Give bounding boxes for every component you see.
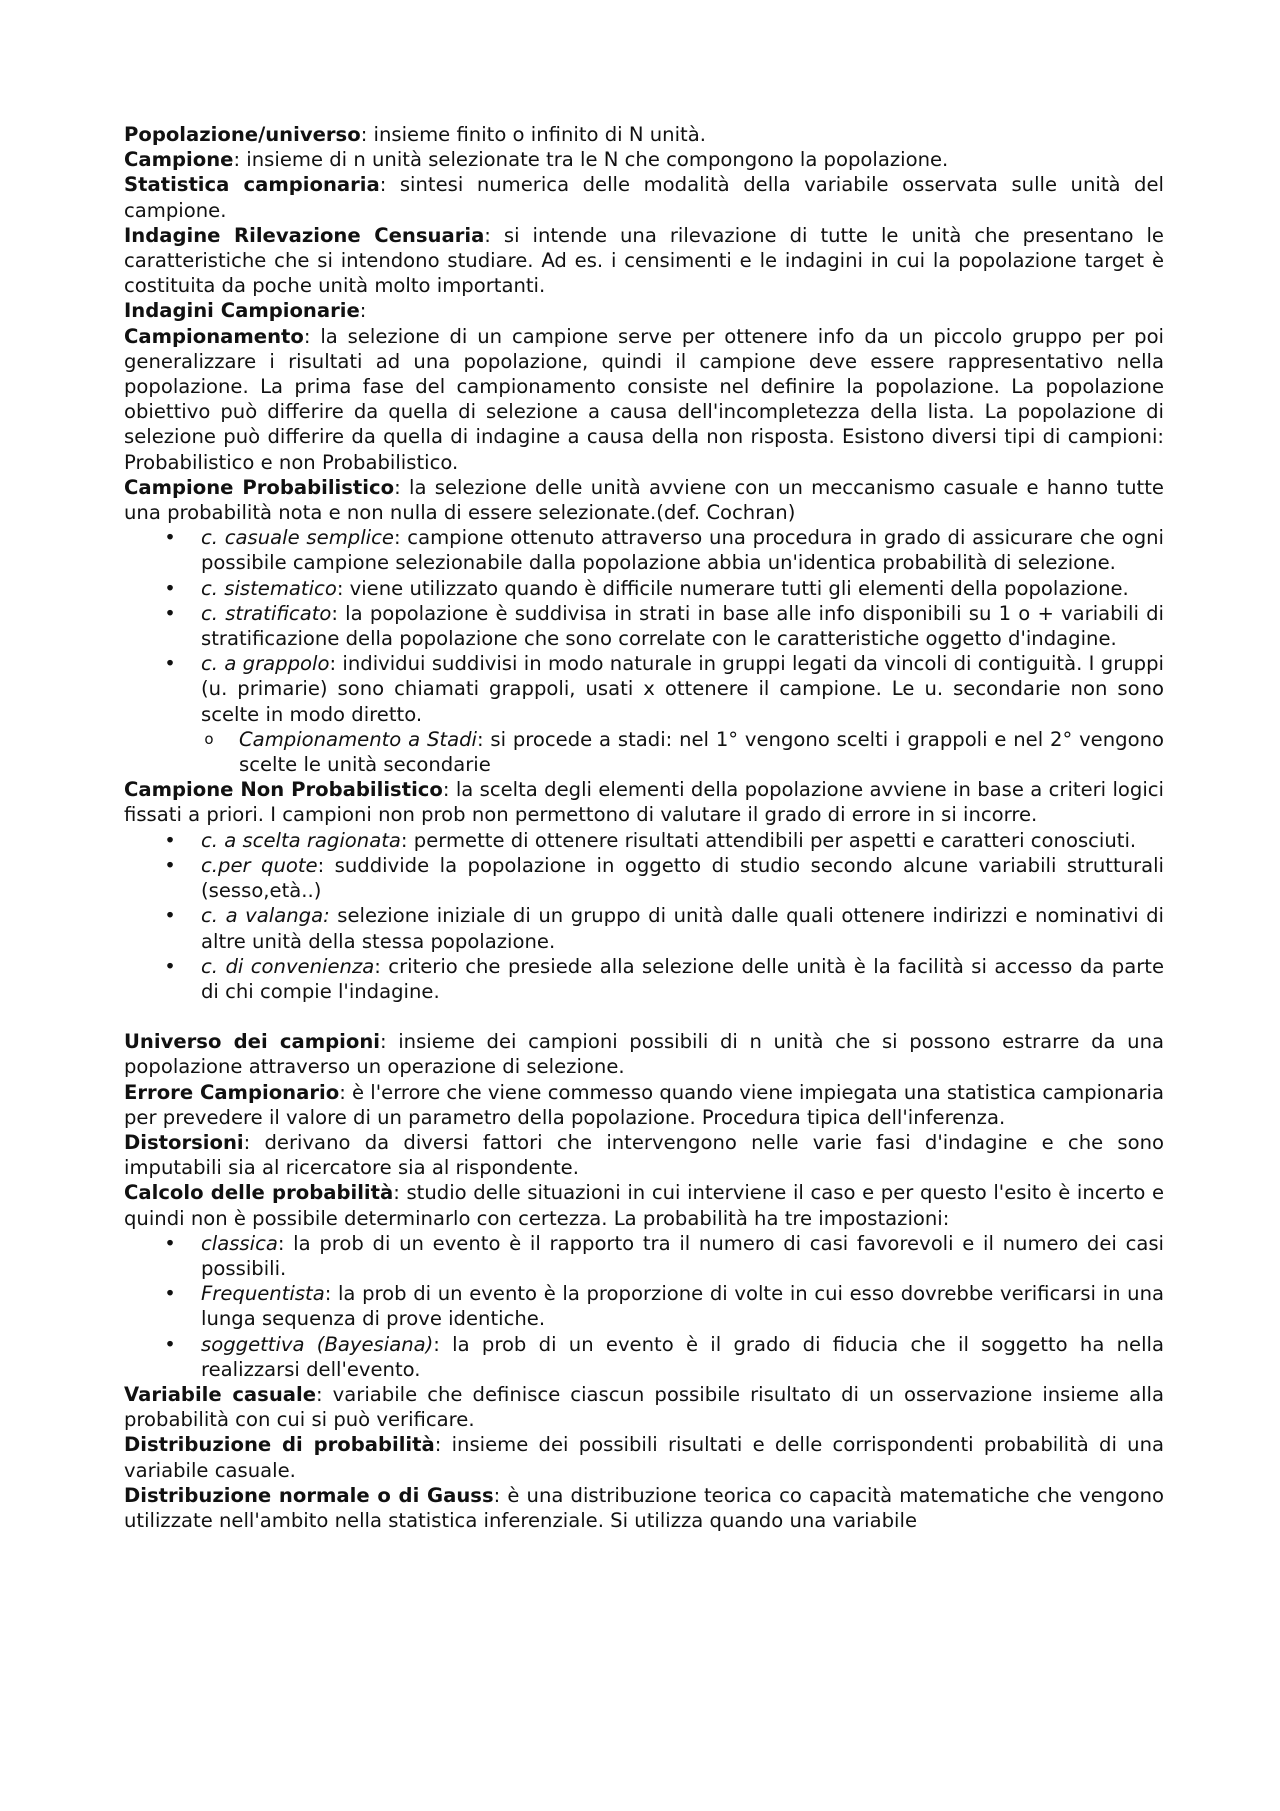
- item-text: : la popolazione è suddivisa in strati in base alle info disponibili su 1 o + variabili di stratificazione della popolazione che sono correlate con le caratteristiche oggetto d'indagine.: [201, 601, 1165, 651]
- term: Variabile casuale: [124, 1382, 316, 1406]
- list-item: [124, 1332, 1164, 1382]
- bullet-icon: •: [164, 904, 176, 928]
- bullet-icon: •: [164, 601, 176, 625]
- def-campione-probabilistico: [124, 475, 1164, 525]
- def-campione: [124, 147, 1164, 172]
- definition: : è l'errore che viene commesso quando viene impiegata una statistica campionaria per prevedere il valore di un parametro della popolazione. Procedura tipica dell'inferenza.: [124, 1080, 1164, 1129]
- item-text: : permette di ottenere risultati attendibili per aspetti e caratteri conosciuti.: [400, 828, 1137, 852]
- item-term: c.per quote: [201, 853, 318, 877]
- document-page: [124, 122, 1164, 1533]
- term: Campione: [124, 148, 234, 172]
- item-text: : la prob di un evento è il rapporto tra il numero di casi favorevoli e il numero dei casi possibili.: [201, 1231, 1164, 1280]
- term: Campione Probabilistico: [124, 475, 395, 499]
- definition: : la scelta degli elementi della popolazione avviene in base a criteri logici fissati a priori. I campioni non prob non permettono di valutare il grado di errore in si incorre.: [124, 778, 1165, 827]
- term: Errore Campionario: [124, 1080, 340, 1104]
- item-term: c. casuale semplice: [201, 526, 394, 550]
- item-term: c. stratificato: [201, 601, 332, 625]
- term: Statistica campionaria: [124, 173, 380, 197]
- definition: : studio delle situazioni in cui interviene il caso e per questo l'esito è incerto e quindi non è possibile determinarlo con certezza. La probabilità ha tre impostazioni:: [124, 1181, 1164, 1230]
- item-text: : campione ottenuto attraverso una procedura in grado di assicurare che ogni possibile campione selezionabile dalla popolazione abbia un'identica probabilità di selezione.: [201, 526, 1164, 575]
- probability-approaches-list: [124, 1231, 1164, 1382]
- bullet-icon: •: [164, 828, 176, 852]
- circle-bullet-icon: o: [204, 729, 214, 748]
- term: Popolazione/universo: [124, 123, 361, 146]
- item-term: c. a scelta ragionata: [201, 828, 401, 852]
- definition: : variabile che definisce ciascun possibile risultato di un osservazione insieme alla probabilità con cui si può verificare.: [124, 1382, 1164, 1432]
- definition: :: [359, 299, 367, 323]
- def-indagine-censuaria: [124, 223, 1164, 299]
- def-distribuzione-normale: [124, 1483, 1164, 1533]
- non-probabilistic-sample-list: [124, 828, 1164, 1004]
- def-variabile-casuale: [124, 1382, 1164, 1432]
- def-campione-non-probabilistico: [124, 777, 1164, 827]
- definition: : insieme finito o infinito di N unità.: [360, 123, 706, 146]
- sub-list-item: [201, 727, 1164, 777]
- term: Universo dei campioni: [124, 1030, 380, 1054]
- def-distribuzione-probabilita: [124, 1432, 1164, 1482]
- def-calcolo-probabilita: [124, 1180, 1164, 1230]
- bullet-icon: •: [164, 576, 176, 600]
- item-text: : viene utilizzato quando è difficile numerare tutti gli elementi della popolazione.: [336, 576, 1129, 600]
- probabilistic-sample-list: [124, 525, 1164, 777]
- item-term: c. sistematico: [201, 576, 337, 600]
- bullet-icon: •: [164, 853, 176, 877]
- item-term: c. di convenienza: [201, 954, 375, 978]
- list-item: [124, 525, 1164, 575]
- term: Campionamento: [124, 324, 304, 348]
- def-errore-campionario: [124, 1080, 1164, 1130]
- list-item: [124, 1281, 1164, 1331]
- term: Campione Non Probabilistico: [124, 778, 443, 802]
- def-campionamento: [124, 324, 1164, 475]
- item-term: soggettiva (Bayesiana): [201, 1332, 434, 1356]
- item-text: : individui suddivisi in modo naturale in gruppi legati da vincoli di contiguità. I gruppi (u. primarie) sono chiamati grappoli, usati x ottenere il campione. Le u. secondarie non sono scelte in modo diretto.: [201, 652, 1164, 726]
- list-item: [124, 954, 1164, 1004]
- bullet-icon: •: [164, 652, 176, 676]
- item-text: : suddivide la popolazione in oggetto di studio secondo alcune variabili strutturali (sesso,età..): [201, 853, 1164, 903]
- def-distorsioni: [124, 1130, 1164, 1180]
- list-item: [124, 853, 1164, 903]
- def-popolazione: [124, 122, 1164, 147]
- definition: : derivano da diversi fattori che intervengono nelle varie fasi d'indagine e che sono imputabili sia al ricercatore sia al rispondente.: [124, 1130, 1164, 1180]
- definition: : si intende una rilevazione di tutte le unità che presentano le caratteristiche che si intendono studiare. Ad es. i censimenti e le indagini in cui la popolazione target è costituita da poche unità molto importanti.: [124, 223, 1164, 298]
- list-item: [124, 651, 1164, 777]
- definition: : la selezione delle unità avviene con un meccanismo casuale e hanno tutte una probabilità nota e non nulla di essere selezionate.(def. Cochran): [124, 475, 1164, 525]
- list-item: [124, 576, 1164, 601]
- spacer: [124, 1004, 1164, 1029]
- definition: : insieme di n unità selezionate tra le N che compongono la popolazione.: [233, 148, 949, 172]
- def-indagini-campionarie: [124, 298, 1164, 323]
- list-item: [124, 601, 1164, 651]
- list-item: [124, 828, 1164, 853]
- item-term: c. a grappolo: [201, 652, 330, 676]
- definition: : la selezione di un campione serve per ottenere info da un piccolo gruppo per poi generalizzare i risultati ad una popolazione, quindi il campione deve essere rappresentativo nella popolazione. La prima fase del campionamento consiste nel definire la popolazione. La popolazione obiettivo può differire da quella di selezione a causa dell'incompletezza della lista. La popolazione di selezione può differire da quella di indagine a causa della non risposta. Esistono diversi tipi di campioni: Probabilistico e non Probabilistico.: [124, 324, 1164, 474]
- item-term: classica: [201, 1231, 278, 1255]
- item-text: : la prob di un evento è il grado di fiducia che il soggetto ha nella realizzarsi dell'evento.: [201, 1332, 1164, 1381]
- item-term: Campionamento a Stadi: [239, 727, 477, 751]
- item-text: selezione iniziale di un gruppo di unità dalle quali ottenere indirizzi e nominativi di altre unità della stessa popolazione.: [201, 904, 1165, 953]
- definition: : insieme dei campioni possibili di n unità che si possono estrarre da una popolazione attraverso un operazione di selezione.: [124, 1030, 1164, 1079]
- list-item: [124, 903, 1164, 953]
- def-universo-campioni: [124, 1029, 1164, 1079]
- term: Calcolo delle probabilità: [124, 1181, 394, 1205]
- term: Distribuzione di probabilità: [124, 1433, 435, 1457]
- item-text: : criterio che presiede alla selezione delle unità è la facilità si accesso da parte di chi compie l'indagine.: [201, 954, 1165, 1003]
- list-item: [124, 1231, 1164, 1281]
- bullet-icon: •: [164, 526, 176, 550]
- term: Distribuzione normale o di Gauss: [124, 1483, 494, 1507]
- def-statistica-campionaria: [124, 172, 1164, 222]
- term: Indagine Rilevazione Censuaria: [124, 223, 485, 247]
- bullet-icon: •: [164, 1332, 176, 1356]
- bullet-icon: •: [164, 1282, 176, 1306]
- item-text: : la prob di un evento è la proporzione di volte in cui esso dovrebbe verificarsi in una lunga sequenza di prove identiche.: [201, 1282, 1164, 1331]
- item-text: : si procede a stadi: nel 1° vengono scelti i grappoli e nel 2° vengono scelte le unità secondarie: [239, 727, 1164, 777]
- item-term: c. a valanga:: [201, 904, 330, 928]
- sub-list: [201, 727, 1164, 777]
- bullet-icon: •: [164, 954, 176, 978]
- bullet-icon: •: [164, 1231, 176, 1255]
- definition: : sintesi numerica delle modalità della variabile osservata sulle unità del campione.: [124, 173, 1164, 222]
- definition: : insieme dei possibili risultati e delle corrispondenti probabilità di una variabile casuale.: [124, 1433, 1164, 1482]
- item-term: Frequentista: [201, 1282, 325, 1306]
- term: Indagini Campionarie: [124, 299, 360, 323]
- definition: : è una distribuzione teorica co capacità matematiche che vengono utilizzate nell'ambito nella statistica inferenziale. Si utilizza quando una variabile: [124, 1483, 1164, 1532]
- term: Distorsioni: [124, 1130, 244, 1154]
